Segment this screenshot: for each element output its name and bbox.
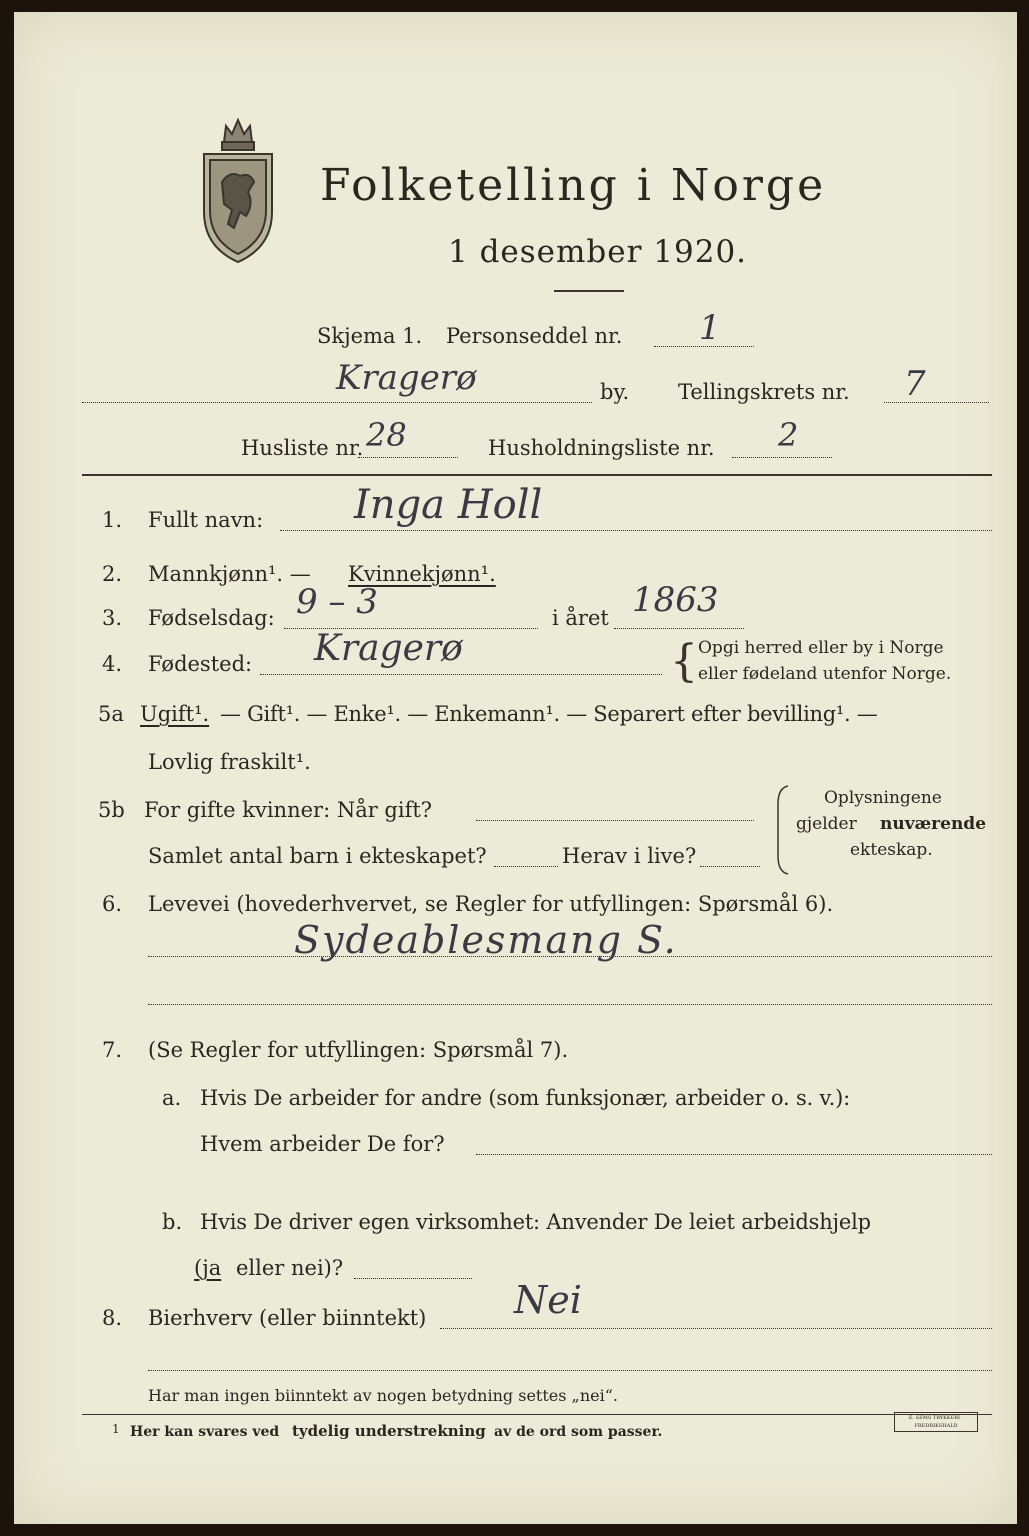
q5b-when-married-line xyxy=(476,820,754,821)
form-date: 1 desember 1920. xyxy=(448,234,748,270)
q7b-option-nei[interactable]: eller nei)? xyxy=(236,1256,344,1280)
q7b-line xyxy=(354,1278,472,1279)
q5b-children-line xyxy=(494,866,558,867)
q3-year-label: i året xyxy=(552,606,609,630)
q3-number: 3. xyxy=(102,606,123,630)
footnote-text-b: tydelig understrekning xyxy=(292,1422,486,1440)
header-divider xyxy=(82,474,992,476)
q7b-text: Hvis De driver egen virksomhet: Anvender De leiet arbeidshjelp xyxy=(200,1210,871,1234)
q2-number: 2. xyxy=(102,562,123,586)
q7b-option-ja[interactable]: (ja xyxy=(194,1256,222,1280)
q2-option-kvinnekjonn[interactable]: Kvinnekjønn¹. xyxy=(348,562,496,586)
personseddel-value[interactable]: 1 xyxy=(699,308,721,348)
q7a-letter: a. xyxy=(162,1086,182,1110)
q5a-option-ugift[interactable]: Ugift¹. xyxy=(140,702,210,726)
form-title: Folketelling i Norge xyxy=(320,160,827,211)
husliste-line xyxy=(358,457,458,458)
footnote-text-a: Her kan svares ved xyxy=(130,1424,280,1440)
tellingskrets-label: Tellingskrets nr. xyxy=(678,380,850,404)
q1-number: 1. xyxy=(102,508,123,532)
q6-label: Levevei (hovederhvervet, se Regler for utfyllingen: Spørsmål 6). xyxy=(148,892,834,916)
q6-line-2 xyxy=(148,1004,992,1005)
q4-brace: { xyxy=(670,636,698,687)
q5b-note-line2b: nuværende xyxy=(880,814,987,834)
q4-note-line2: eller fødeland utenfor Norge. xyxy=(698,664,952,684)
q1-line xyxy=(280,530,992,531)
q3-label: Fødselsdag: xyxy=(148,606,275,630)
husholdningsliste-value[interactable]: 2 xyxy=(778,416,799,454)
q7a-employer-line xyxy=(476,1154,992,1155)
q5b-alive-label: Herav i live? xyxy=(562,844,697,868)
q6-value[interactable]: Sydeablesmang S. xyxy=(294,918,678,962)
tellingskrets-line xyxy=(884,402,989,403)
q7b-letter: b. xyxy=(162,1210,183,1234)
q5b-alive-line xyxy=(700,866,760,867)
q5b-bracket xyxy=(774,784,790,876)
q5a-options-rest[interactable]: — Gift¹. — Enke¹. — Enkemann¹. — Separert efter bevilling¹. — xyxy=(220,702,878,726)
q3-value[interactable]: 9 – 3 xyxy=(296,582,378,622)
q5b-number: 5b xyxy=(98,798,125,822)
city-value[interactable]: Kragerø xyxy=(336,358,477,398)
q3-year-value[interactable]: 1863 xyxy=(632,580,719,620)
husliste-label: Husliste nr. xyxy=(241,436,364,460)
census-form xyxy=(14,12,1017,1524)
footnote-mark: 1 xyxy=(112,1422,120,1436)
footnote-divider xyxy=(82,1414,992,1415)
q8-line-2 xyxy=(148,1370,992,1371)
husliste-value[interactable]: 28 xyxy=(366,416,407,454)
by-label: by. xyxy=(600,380,630,404)
q7-number: 7. xyxy=(102,1038,123,1062)
q4-note-line1: Opgi herred eller by i Norge xyxy=(698,638,944,658)
schema-label: Skjema 1. xyxy=(317,324,423,348)
q7a-employer-label: Hvem arbeider De for? xyxy=(200,1132,445,1156)
q1-label: Fullt navn: xyxy=(148,508,264,532)
q8-line-1 xyxy=(440,1328,992,1329)
q8-label: Bierhverv (eller biinntekt) xyxy=(148,1306,427,1330)
bottom-note: Har man ingen biinntekt av nogen betydning settes „nei“. xyxy=(148,1386,618,1405)
q7-label: (Se Regler for utfyllingen: Spørsmål 7). xyxy=(148,1038,569,1062)
q1-value[interactable]: Inga Holl xyxy=(354,482,543,528)
q5b-when-married-label: For gifte kvinner: Når gift? xyxy=(144,798,433,822)
q8-value[interactable]: Nei xyxy=(514,1278,582,1322)
q8-number: 8. xyxy=(102,1306,123,1330)
personseddel-label: Personseddel nr. xyxy=(446,324,623,348)
norway-coat-of-arms-icon xyxy=(196,112,280,272)
q4-label: Fødested: xyxy=(148,652,253,676)
q5b-note-line3: ekteskap. xyxy=(850,840,933,860)
husholdningsliste-line xyxy=(732,457,832,458)
tellingskrets-value[interactable]: 7 xyxy=(904,364,926,404)
q7a-text: Hvis De arbeider for andre (som funksjonær, arbeider o. s. v.): xyxy=(200,1086,850,1110)
q5a-number: 5a xyxy=(98,702,124,726)
q4-number: 4. xyxy=(102,652,123,676)
q4-value[interactable]: Kragerø xyxy=(314,628,463,669)
husholdningsliste-label: Husholdningsliste nr. xyxy=(488,436,715,460)
q5b-note-line1: Oplysningene xyxy=(824,788,942,808)
footnote-text-c: av de ord som passer. xyxy=(494,1424,663,1440)
q5b-children-label: Samlet antal barn i ekteskapet? xyxy=(148,844,487,868)
printer-stamp: E. SEMS TRYKKERI · FREDRIKSHALD xyxy=(894,1412,978,1432)
q5a-option-fraskilt[interactable]: Lovlig fraskilt¹. xyxy=(148,750,311,774)
q3-year-line xyxy=(614,628,744,629)
city-line xyxy=(82,402,592,403)
q2-option-mannkjonn[interactable]: Mannkjønn¹. — xyxy=(148,562,311,586)
q4-line xyxy=(260,674,662,675)
title-divider xyxy=(554,290,624,292)
q5b-note-line2a: gjelder xyxy=(796,814,857,834)
q6-number: 6. xyxy=(102,892,123,916)
